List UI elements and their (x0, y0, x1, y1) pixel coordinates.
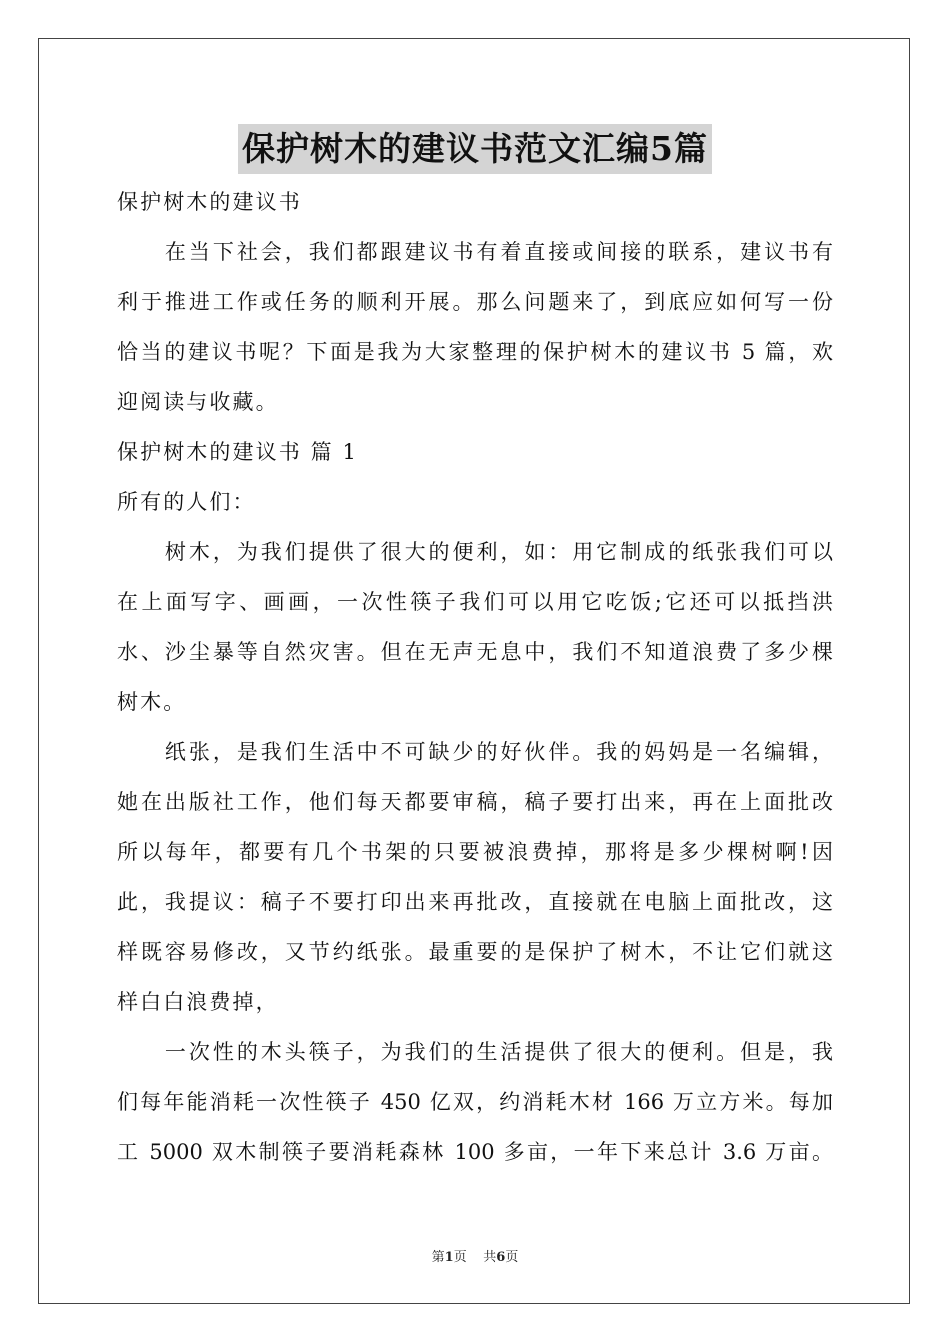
text-line: 恰当的建议书呢？下面是我为大家整理的保护树木的建议书 5 篇，欢 (117, 340, 833, 364)
text-line: 在当下社会，我们都跟建议书有着直接或间接的联系，建议书有 (117, 240, 833, 264)
page-suffix: 页 (453, 1250, 467, 1265)
title-container (0, 124, 950, 174)
text-line: 在上面写字、画画，一次性筷子我们可以用它吃饭;它还可以抵挡洪 (117, 590, 833, 614)
text-line: 保护树木的建议书 (117, 190, 302, 214)
text-line: 所以每年，都要有几个书架的只要被浪费掉，那将是多少棵树啊!因 (117, 840, 833, 864)
text-line: 样既容易修改，又节约纸张。最重要的是保护了树木，不让它们就这 (117, 940, 833, 964)
text-line: 纸张，是我们生活中不可缺少的好伙伴。我的妈妈是一名编辑， (117, 740, 833, 764)
document-body (117, 177, 833, 1177)
page-prefix: 第 (431, 1250, 445, 1265)
text-line: 树木。 (117, 690, 187, 714)
text-line: 一次性的木头筷子，为我们的生活提供了很大的便利。但是，我 (117, 1040, 833, 1064)
page-footer (0, 1246, 950, 1265)
text-line: 工 5000 双木制筷子要消耗森林 100 多亩，一年下来总计 3.6 万亩。 (117, 1140, 833, 1164)
text-line: 所有的人们： (117, 490, 256, 514)
text-line: 保护树木的建议书 篇 1 (117, 440, 358, 464)
text-line: 利于推进工作或任务的顺利开展。那么问题来了，到底应如何写一份 (117, 290, 833, 314)
text-line: 样白白浪费掉， (117, 990, 279, 1014)
text-line: 水、沙尘暴等自然灾害。但在无声无息中，我们不知道浪费了多少棵 (117, 640, 833, 664)
text-line: 们每年能消耗一次性筷子 450 亿双，约消耗木材 166 万立方米。每加 (117, 1090, 833, 1114)
page-number: 1 (444, 1250, 454, 1265)
total-suffix: 页 (505, 1250, 519, 1265)
total-prefix: 共 (483, 1250, 497, 1265)
total-pages: 6 (496, 1250, 506, 1265)
text-line: 迎阅读与收藏。 (117, 390, 279, 414)
text-line: 她在出版社工作，他们每天都要审稿，稿子要打出来，再在上面批改 (117, 790, 833, 814)
text-line: 此，我提议：稿子不要打印出来再批改，直接就在电脑上面批改，这 (117, 890, 833, 914)
document-title: 保护树木的建议书范文汇编5篇 (238, 124, 712, 174)
text-line: 树木，为我们提供了很大的便利，如：用它制成的纸张我们可以 (117, 540, 833, 564)
